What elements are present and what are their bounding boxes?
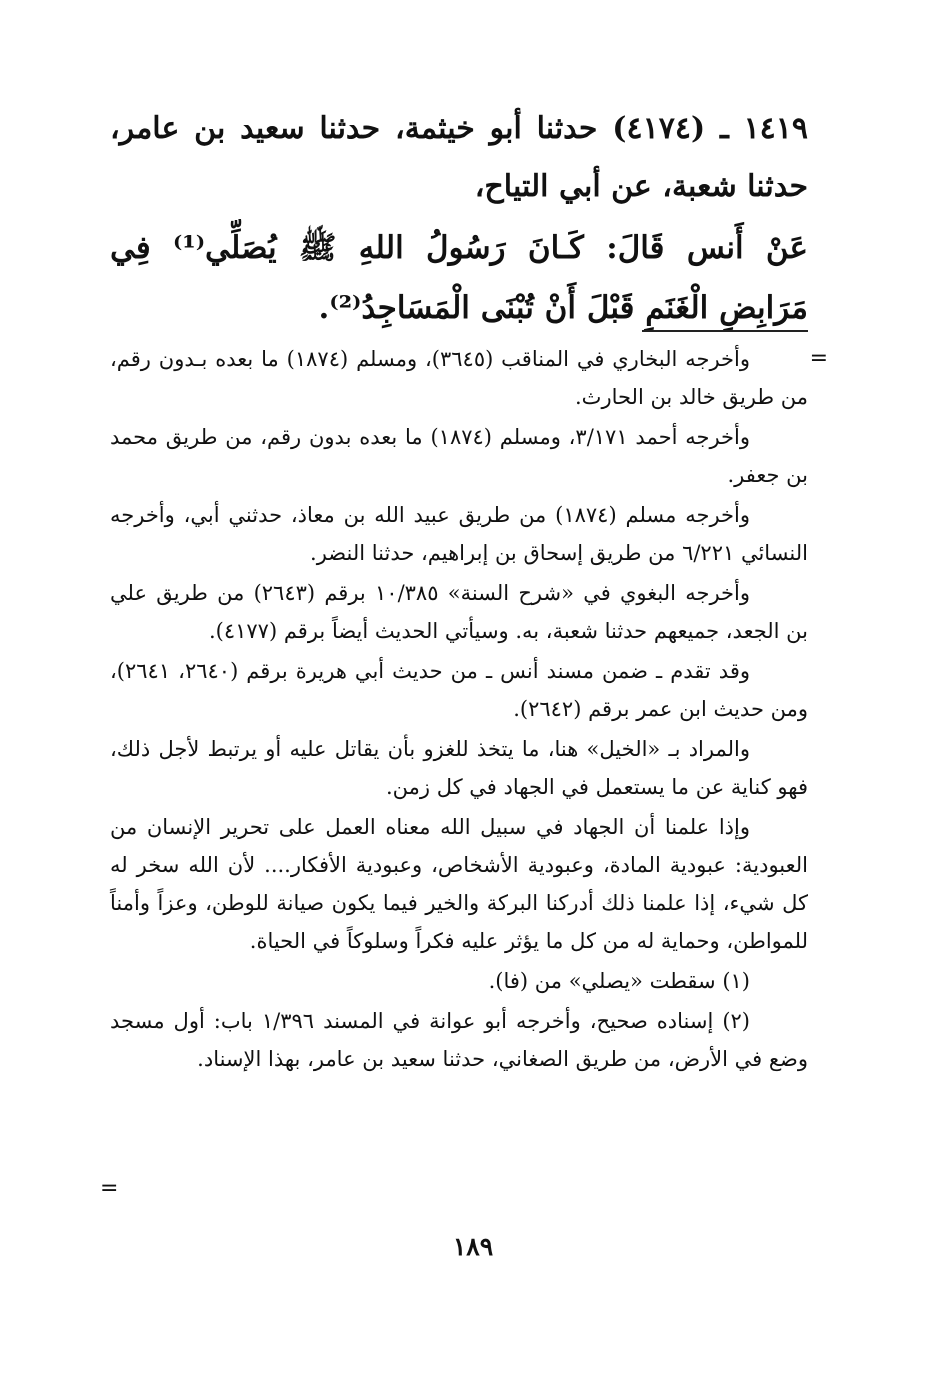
footnote-1: (١) سقطت «يصلي» من (فا). <box>488 969 750 993</box>
note-paragraph: وقد تقدم ـ ضمن مسند أنس ـ من حديث أبي هريرة برقم (٢٦٤٠، ٢٦٤١)، ومن حديث ابن عمر برقم (٢٦٤٢). <box>110 659 808 721</box>
notes-section <box>110 340 808 1080</box>
continuation-mark-top: = <box>809 346 828 371</box>
note-paragraph: وأخرجه مسلم (١٨٧٤) من طريق عبيد الله بن معاذ، حدثني أبي، وأخرجه النسائي ٦/٢٢١ من طريق إسحاق بن إبراهيم، حدثنا النضر. <box>110 503 808 565</box>
footnote-separator <box>642 330 808 332</box>
note-paragraph: وإذا علمنا أن الجهاد في سبيل الله معناه العمل على تحرير الإنسان من العبودية: عبودية المادة، وعبودية الأشخاص، وعبودية الأفكار.... لأن الله سخر له كل شيء، إذا علمنا ذلك أدركنا البركة والخير فيما يكون صيانة للوطن، وعزاً وأمناً للمواطن، وحماية له من كل ما يؤثر عليه فكراً وسلوكاً في الحياة. <box>110 815 808 953</box>
page-number: ١٨٩ <box>452 1232 494 1261</box>
note-paragraph: وأخرجه البخاري في المناقب (٣٦٤٥)، ومسلم (١٨٧٤) ما بعده بـدون رقم، من طريق خالد بن الحارث. <box>110 347 808 409</box>
note-paragraph: وأخرجه البغوي في «شرح السنة» ١٠/٣٨٥ برقم (٢٦٤٣) من طريق علي بن الجعد، جميعهم حدثنا شعبة، به. وسيأتي الحديث أيضاً برقم (٤١٧٧). <box>110 581 808 643</box>
note-paragraph: وأخرجه أحمد ٣/١٧١، ومسلم (١٨٧٤) ما بعده بدون رقم، من طريق محمد بن جعفر. <box>110 425 808 487</box>
hadith-matn: عَنْ أَنس قَالَ: كَـانَ رَسُولُ اللهِ ﷺ يُصَلِّي⁽¹⁾ فِي مَرَابِضِ الْغَنَمِ قَبْلَ أَنْ تُبْنَى الْمَسَاجِدُ⁽²⁾. <box>110 230 809 326</box>
note-paragraph: والمراد بـ «الخيل» هنا، ما يتخذ للغزو بأن يقاتل عليه أو يرتبط لأجل ذلك، فهو كناية عن ما يستعمل في الجهاد في كل زمن. <box>110 737 808 799</box>
footnote-2: (٢) إسناده صحيح، وأخرجه أبو عوانة في المسند ١/٣٩٦ باب: أول مسجد وضع في الأرض، من طريق الصغاني، حدثنا سعيد بن عامر، بهذا الإسناد. <box>110 1009 808 1071</box>
continuation-mark-bottom: = <box>100 1176 119 1201</box>
hadith-isnad: ١٤١٩ ـ (٤١٧٤) حدثنا أبو خيثمة، حدثنا سعيد بن عامر، حدثنا شعبة، عن أبي التياح، <box>110 111 809 204</box>
